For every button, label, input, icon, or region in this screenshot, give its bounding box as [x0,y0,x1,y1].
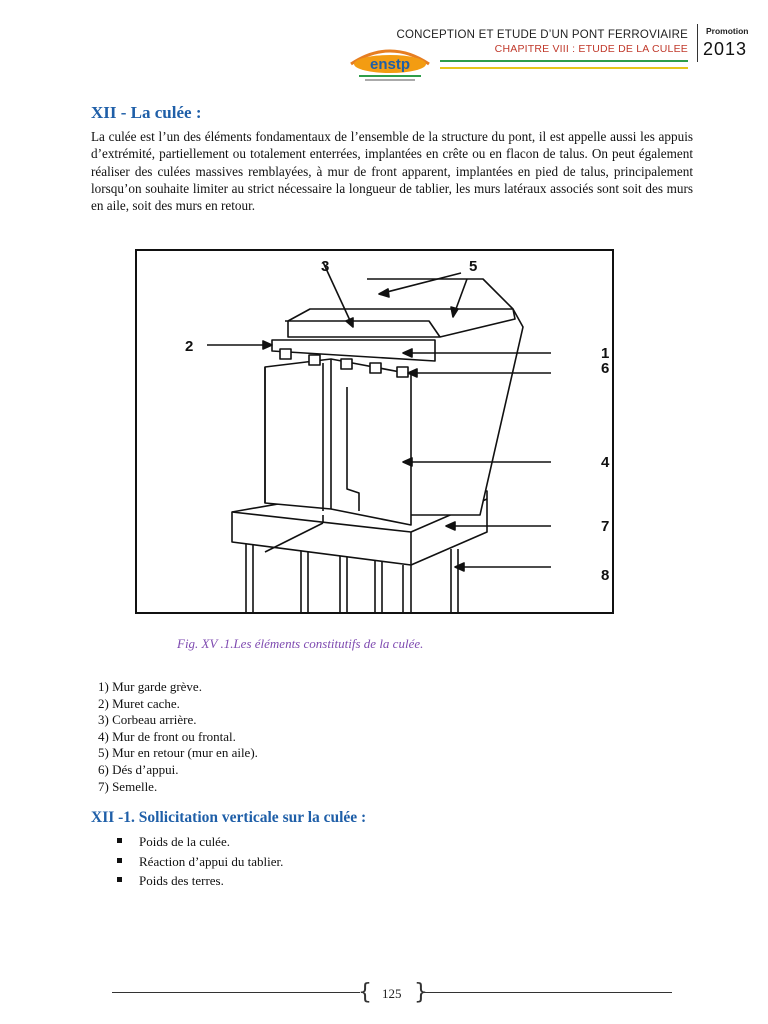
abutment-diagram [135,249,614,614]
bullet-square-icon [117,877,122,882]
logo-text: enstp [369,56,411,73]
list-item: 6) Dés d’appui. [98,761,179,777]
elements-list [98,679,258,795]
promotion-year: 2013 [703,39,748,59]
bullet-text: Réaction d’appui du tablier. [139,853,284,869]
bullet-text: Poids de la culée. [139,834,230,849]
header-rule-green [440,60,688,62]
list-item: 7) Semelle. [98,778,158,794]
bullet-square-icon [117,838,122,843]
bullet-item [117,871,283,891]
section-title: XII - La culée : [91,103,202,122]
list-item: 1) Mur garde grève. [98,679,202,694]
list-item: 5) Mur en retour (mur en aile). [98,745,258,761]
footer-brace-right-icon: } [414,980,428,1005]
header-rule-yellow [440,67,688,69]
footer-rule-left [112,992,360,993]
label-3: 3 [321,258,330,275]
label-1: 1 [601,345,610,362]
figure-caption: Fig. XV .1.Les éléments constitutifs de la culée. [177,636,424,651]
footer-brace-left-icon: { [358,980,372,1005]
bullet-square-icon [117,858,122,863]
footer-rule-right [425,992,672,993]
label-2: 2 [185,338,194,355]
bullet-item [117,832,283,852]
bullet-text: Poids des terres. [139,873,224,888]
section-paragraph: La culée est l’un des éléments fondamentaux de l’ensemble de la structure du pont, il est appelle aussi les appuis d’extrémité, partiellement ou totalement enterrées, implantées en crête ou en flacon de talus. On peut également réaliser des culées massives remblayées, à mur de front apparent, implantées en pied de talus, principalement lorsqu’on souhaite limiter au strict nécessaire la longueur de tablier, les murs latéraux associés sont soit des murs en aile, soit des murs en retour. [91,129,693,214]
list-item: 2) Muret cache. [98,695,180,711]
page-number: 125 [382,986,402,1001]
label-8: 8 [601,567,610,584]
label-6: 6 [601,360,610,377]
list-item: 4) Mur de front ou frontal. [98,728,236,744]
school-logo [345,40,435,84]
list-item: 3) Corbeau arrière. [98,712,197,728]
label-4: 4 [601,454,610,471]
promotion-label: Promotion [706,26,749,36]
subsection-title: XII -1. Sollicitation verticale sur la culée : [91,809,367,826]
bullet-item [117,852,283,872]
label-5: 5 [469,258,478,275]
label-7: 7 [601,518,610,535]
header-chapter: CHAPITRE VIII : ETUDE DE LA CULEE [494,43,688,55]
bullet-list [117,832,283,891]
header-title: CONCEPTION ET ETUDE D’UN PONT FERROVIAIRE [396,29,688,41]
